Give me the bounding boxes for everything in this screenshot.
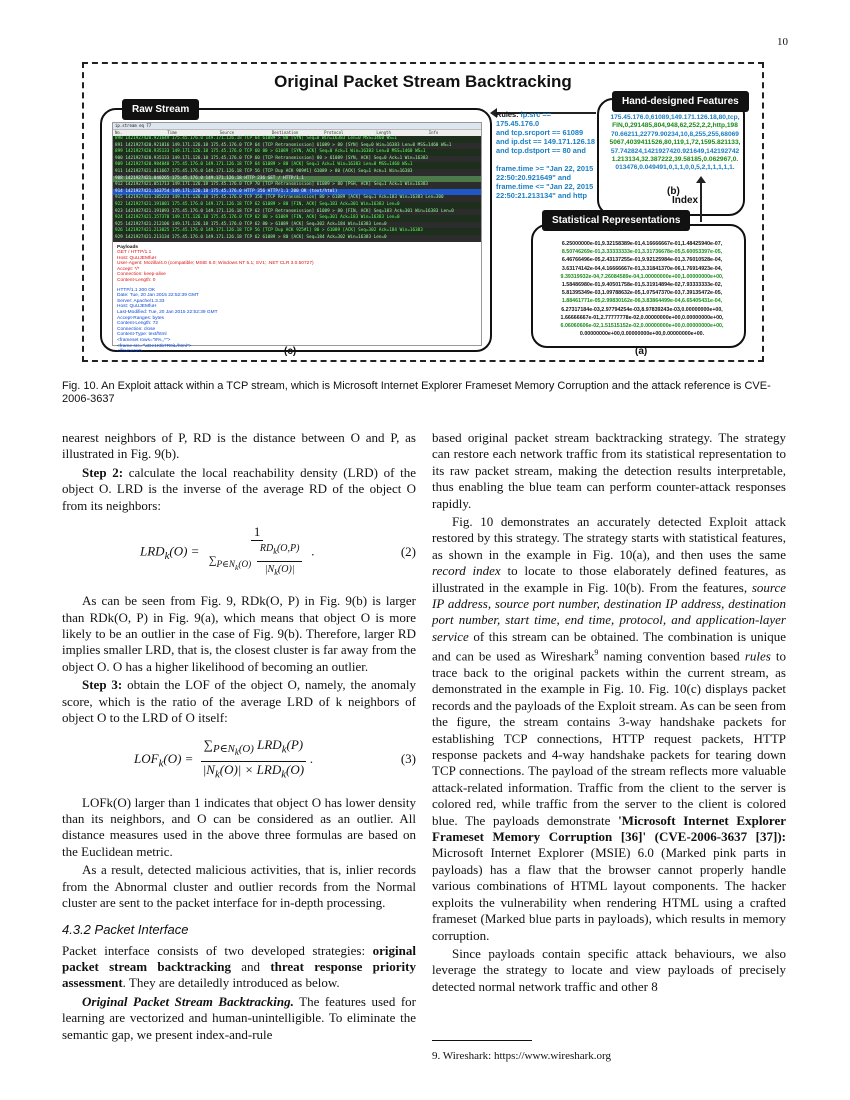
rule-line: 22:50:21.213134" and http <box>496 191 588 200</box>
equation-3: $LOF_k(O)$ = $\frac{\sum_{P\in N_k(O)} LRD_k(P)}{|N_k(O)| \times LRD_k(O)}$ . (3) <box>134 736 416 781</box>
hand-features-text <box>607 114 743 173</box>
left-para-2: As can be seen from Fig. 9, RDk(O, P) in Fig. 9(b) is larger than RDk(O, P) in Fig. 9(a), which means that object O is more likely to be an outlier in the case of Fig. 9(b). Therefore, larger RD implies smaller LRD, that is, the closest cluster is far away from the object O. O has a higher likelihood of becoming an outlier. <box>62 593 416 674</box>
equation-3-number: (3) <box>400 751 416 767</box>
rule-line: and tcp.srcport == 61089 <box>496 128 584 137</box>
payload-line: Host: QuUJEMfuH <box>117 255 157 261</box>
hand-feature-line: 5067,4039411526,80,119,1,72,1595.821133, <box>609 139 741 147</box>
footnote-rule <box>432 1040 532 1041</box>
payload-title: Payloads <box>117 244 139 250</box>
payload-line: Accept: */* <box>117 266 140 272</box>
payload-line: Date: Tue, 20 Jan 2015 22:52:39 GMT <box>117 293 199 299</box>
rule-line: frame.time >= "Jan 22, 2015 <box>496 164 594 173</box>
stat-repr-box <box>531 224 746 348</box>
equation-2-number: (2) <box>400 544 416 560</box>
hand-feature-line: 013476,0.049491,0,1,1,0,0,5,2,1,1,1,1,1. <box>615 164 735 172</box>
hand-feature-line: FIN,0,291485,804,948,62,252,2,2,http,198 <box>612 122 738 130</box>
packet-column-header: No. <box>115 130 123 135</box>
sub-label-c: (c) <box>284 346 297 357</box>
packet-column-header: Time <box>167 130 177 135</box>
index-arrow <box>700 182 702 222</box>
sub-label-b: (b) <box>667 186 680 197</box>
payload-line: HTTP/1.1 200 OK <box>117 287 156 293</box>
packet-row: 912 1421927421.051713 149.171.126.18 175.45.176.0 TCP 70 [TCP Retransmission] 61089 > 80 [PSH, ACK] Seq=1 Ack=1 Win=16383 <box>113 182 481 189</box>
payload-line: GET / HTTP/1.1 <box>117 250 152 256</box>
page-number: 10 <box>777 36 788 48</box>
step-3-para: Step 3: obtain the LOF of the object O, namely, the anomaly score, which is the ratio of the average LRD of k neighbors of object O to the LRD of O itself: <box>62 677 416 726</box>
stat-feature-line: 8.50746269e-01,3.33333333e-01,3.31736678e-05,5.60053397e-05, <box>561 249 723 256</box>
hand-features-box <box>597 98 745 216</box>
rule-line: and ip.dst == 149.171.126.18 <box>496 137 596 146</box>
rule-line <box>496 155 596 164</box>
payload-line: Server: Apache/1.3.33 <box>117 298 165 304</box>
packet-row: 914 1421927421.163754 149.171.126.18 175.45.176.0 HTTP 356 HTTP/1.1 200 OK (text/html) <box>113 189 481 196</box>
payload-line: Content-Length: 0 <box>117 278 156 284</box>
packet-row: 923 1421927421.191093 175.45.176.0 149.171.126.18 TCP 62 [TCP Retransmission] 61089 > 80 [FIN, ACK] Seq=183 Ack=301 Win=16383 Len=0 <box>113 209 481 216</box>
stat-feature-line: 9.39319932e-04,7.26084589e-04,1.00000000e+00,1.00000000e+00, <box>560 273 724 280</box>
packet-column-header: Source <box>219 130 235 135</box>
footnote: 9. Wireshark: https://www.wireshark.org <box>432 1050 611 1062</box>
packet-column-header: Destination <box>271 130 299 135</box>
wireshark-filter-bar: ip.stream eq 77 <box>113 123 481 130</box>
left-para-5: Packet interface consists of two developed strategies: original packet stream backtracking and threat response priority assessment. They are detailedly introduced as below. <box>62 942 416 991</box>
packet-row: 911 1421927421.011667 175.45.176.0 149.171.126.18 TCP 56 [TCP Dup ACK 909#1] 61089 > 80 [ACK] Seq=1 Ack=1 Win=16383 <box>113 169 481 176</box>
stat-feature-line: 1.66666667e-01,2.77777778e-02,0.00000000e+00,0.00000000e+00, <box>560 314 724 321</box>
stat-repr-label: Statistical Representations <box>542 210 690 231</box>
index-label: Index <box>672 195 699 206</box>
payload-line: Last-Modified: Tue, 20 Jan 2015 22:52:39 GMT <box>117 310 218 316</box>
figure-10 <box>82 62 764 362</box>
rules-title: Rules: <box>496 110 521 119</box>
packet-row: 899 1421927420.935133 149.171.126.18 175.45.176.0 TCP 60 80 > 61089 [SYN, ACK] Seq=0 Ack=1 Win=16383 Len=0 MSS=1460 WS=1 <box>113 149 481 156</box>
stat-feature-line: 0.00000000e+00,0.00000000e+00,0.00000000e+00. <box>579 331 705 338</box>
payload-line: Content-Type: text/html <box>117 332 167 338</box>
right-para-1: based original packet stream backtracking strategy. The strategy can restore each network traffic from its statistical representation to its raw packet stream, making the detection results interpretable, thus enabling the blue team can perform counter-attack responses rapidly. <box>432 430 786 511</box>
packet-list <box>113 136 481 242</box>
packet-row: 929 1421927421.213134 175.45.176.0 149.171.126.18 TCP 62 61089 > 80 [ACK] Seq=184 Ack=302 Win=16383 Len=0 <box>113 235 481 242</box>
packet-row: 924 1421927421.157370 149.171.126.18 175.45.176.0 TCP 62 80 > 61089 [FIN, ACK] Seq=301 Ack=183 Win=16383 Len=0 <box>113 215 481 222</box>
payload-line: <frameset rows="8%,,*"> <box>117 338 171 343</box>
packet-row: 915 1421927421.185233 149.171.126.18 175.45.176.0 TCP 356 [TCP Retransmission] 80 > 61089 [ACK] Seq=1 Ack=183 Win=16383 Len=300 <box>113 195 481 202</box>
right-column <box>432 430 786 997</box>
rule-line: 22:50:20.921649" and <box>496 173 571 182</box>
stat-feature-line: 1.88461771e-05,2.99830162e-06,3.83864499e-04,6.65405431e-04, <box>561 298 723 305</box>
stat-repr-text <box>539 240 745 338</box>
wireshark-window <box>112 122 482 355</box>
payload-line: Host: QuUJEMfuH <box>117 304 157 310</box>
stat-feature-line: 5.81395349e-03,1.09788632e-05,1.07547370e-03,7.39135472e-05, <box>561 290 723 297</box>
left-column <box>62 430 416 1045</box>
payload-pane <box>113 242 481 358</box>
figure-title: Original Packet Stream Backtracking <box>274 72 572 91</box>
rule-line: and tcp.dstport == 80 and <box>496 146 586 155</box>
equation-2: $LRD_k(O)$ = 1 $\sum_{P\in N_k(O)}$ $\frac{RD_k(O,P)}{|N_k(O)|}$ . (2) <box>140 524 416 577</box>
left-para-3: LOFk(O) larger than 1 indicates that object O has lower density than its neighbors, and O can be considered as an outlier. All distance measures used in the above three formulas are based on the Euclidean metric. <box>62 794 416 859</box>
raw-stream-box <box>100 108 492 355</box>
hand-feature-line: 70.66211,22779.90234,10,8,255,255,68069 <box>611 130 739 138</box>
packet-row: 891 1421927420.921816 149.171.126.18 175.45.176.0 TCP 64 [TCP Retransmission] 61089 > 80 [SYN] Seq=0 Win=16383 Len=0 MSS=1460 WS=1 <box>113 143 481 150</box>
section-heading-4-3-2: 4.3.2 Packet Interface <box>62 921 189 937</box>
hand-feature-line: 57.742824,1421927420.921649,142192742 <box>610 147 740 155</box>
payload-line: Content-Length: 72 <box>117 321 159 327</box>
left-para-6: Original Packet Stream Backtracking. The features used for learning are vectorized and human-unintelligible. To eliminate the semantic gap, we present index-and-rule <box>62 993 416 1042</box>
hand-features-label: Hand-designed Features <box>612 91 749 112</box>
payload-line: <frame src="\xDe1Ktb7R0iL/html"> <box>117 343 192 349</box>
packet-column-header: Info <box>428 130 439 135</box>
packet-row: 900 1421927420.935133 149.171.126.18 175.45.176.0 TCP 60 [TCP Retransmission] 80 > 61089 [SYN, ACK] Seq=0 Ack=1 Win=16383 <box>113 156 481 163</box>
right-para-3: Since payloads contain specific attack behaviours, we also leverage the strategy to locate and view payloads of precisely detected normal network traffic and other 8 <box>432 945 786 994</box>
payload-line: User-Agent: Mozilla/4.0 (compatible; MSIE 6.0; Windows NT 5.1; SV1; .NET CLR 3.0.50727) <box>117 261 314 267</box>
hand-feature-line: 175.45.176.0,61089,149.171.126.18,80,tcp, <box>610 114 740 121</box>
payload-line: Connection: keep-alive <box>117 272 166 278</box>
sub-label-a: (a) <box>635 346 648 357</box>
payload-line: </frameset> <box>117 349 143 355</box>
packet-row: 922 1421927421.191001 175.45.176.0 149.171.126.18 TCP 62 61089 > 80 [FIN, ACK] Seq=183 Ack=301 Win=16383 Len=0 <box>113 202 481 209</box>
raw-stream-label: Raw Stream <box>122 99 199 120</box>
payload-server <box>117 288 477 355</box>
stat-feature-line: 3.63174142e-04,4.16666667e-01,3.31841370e-06,1.76914923e-04, <box>561 265 723 272</box>
stat-feature-line: 1.58486980e-01,9.40501758e-01,5.31914894e-02,7.93333333e-02, <box>561 282 723 289</box>
rule-line: ip.src == 175.45.176.0 <box>496 110 552 128</box>
right-para-2: Fig. 10 demonstrates an accurately detected Exploit attack restored by this strategy. The strategy starts with statistical features, as shown in the example in Fig. 10(a), and then uses the same record index to locate to those elaborately defined features, as illustrated in the example in Fig. 10(b). From the features, source IP address, source port number, destination IP address, destination port number, start time, end time, protocol, and application-layer service of this stream can be obtained. The combination is unique and can be used as Wireshark$^9$ naming convention based rules to trace back to the original packets within the current stream, as demonstrated in the example in Fig. 10. Fig. 10(c) displays packet records and the payloads of the Exploit stream. As can be seen from the figure, the stream contains 3-way handshake packets for establishing TCP connections, HTTP request packets, HTTP response packets and 4-way handshake packets for tearing down TCP connections. The payload of the stream reflects more valuable attack-related information. Traffic from the client to the server is colored red, while traffic from the server to the client is colored blue. The payloads demonstrate 'Microsoft Internet Explorer Frameset Memory Corruption [36]' (CVE-2006-3637 [37]): Microsoft Internet Explorer (MSIE) 6.0 (Marked pink parts in payloads) has a flaw that the browser cannot properly handle various combinations of HTML layout components. The hacker exploits the vulnerability when rendering HTML using a crafted frameset (Marked blue parts in payloads), which results in memory corruption. <box>432 514 787 943</box>
packet-row: 909 1421927420.984840 175.45.176.0 149.171.126.18 TCP 64 61089 > 80 [ACK] Seq=1 Ack=1 Win=16383 Len=0 MSS=1460 WS=1 <box>113 162 481 169</box>
packet-row: 926 1421927421.213025 175.45.176.0 149.171.126.18 TCP 56 [TCP Dup ACK 925#1] 80 > 61089 [ACK] Seq=302 Ack=184 Win=16383 <box>113 228 481 235</box>
packet-row: 925 1421927421.212106 149.171.126.18 175.45.176.0 TCP 62 80 > 61089 [ACK] Seq=302 Ack=184 Win=16383 Len=0 <box>113 222 481 229</box>
packet-column-header: Protocol <box>324 130 344 135</box>
left-para-4: As a result, detected malicious activities, that is, inlier records from the Abnormal cluster and outlier records from the Normal cluster are sent to the packet interface for in-depth processing. <box>62 862 416 911</box>
payload-client <box>117 250 477 284</box>
payload-line: Connection: close <box>117 326 156 332</box>
rule-line: frame.time <= "Jan 22, 2015 <box>496 182 594 191</box>
stat-feature-line: 6.46766496e-05,2.43137255e-01,9.92125984e-01,3.76010528e-04, <box>561 257 723 264</box>
hand-feature-line: 1.213134,32.387222,39.58185,0.062967,0. <box>611 156 739 164</box>
left-para-1: nearest neighbors of P, RD is the distance between O and P, as illustrated in Fig. 9(b). <box>62 430 416 462</box>
stat-feature-line: 6.27317184e-03,2.97794254e-03,8.97839243e-03,0.00000000e+00, <box>561 306 723 313</box>
packet-row: 908 1421927421.040265 175.45.176.0 149.171.126.18 HTTP 236 GET / HTTP/1.1 <box>113 176 481 183</box>
payload-line: Accept-Ranges: bytes <box>117 315 164 321</box>
figure-caption: Fig. 10. An Exploit attack within a TCP stream, which is Microsoft Internet Explorer Frameset Memory Corruption and the attack reference is CVE-2006-3637 <box>62 380 771 405</box>
packet-row: 890 1421927420.921649 175.45.176.0 149.171.126.18 TCP 64 61089 > 80 [SYN] Seq=0 Win=16383 Len=0 MSS=1460 WS=1 <box>113 136 481 143</box>
step-2-para: Step 2: calculate the local reachability density (LRD) of the object O. LRD is the inverse of the average RD of the object O from its neighbors: <box>62 464 417 513</box>
packet-column-header: Length <box>376 130 391 135</box>
rules-text <box>496 110 596 200</box>
stat-feature-line: 6.06060606e-02,1.51515152e-02,0.00000000e+00,0.00000000e+00, <box>560 323 724 330</box>
stat-feature-line: 6.25000000e-01,9.32158389e-01,4.16666667e-01,1.48425940e-07, <box>561 241 723 247</box>
